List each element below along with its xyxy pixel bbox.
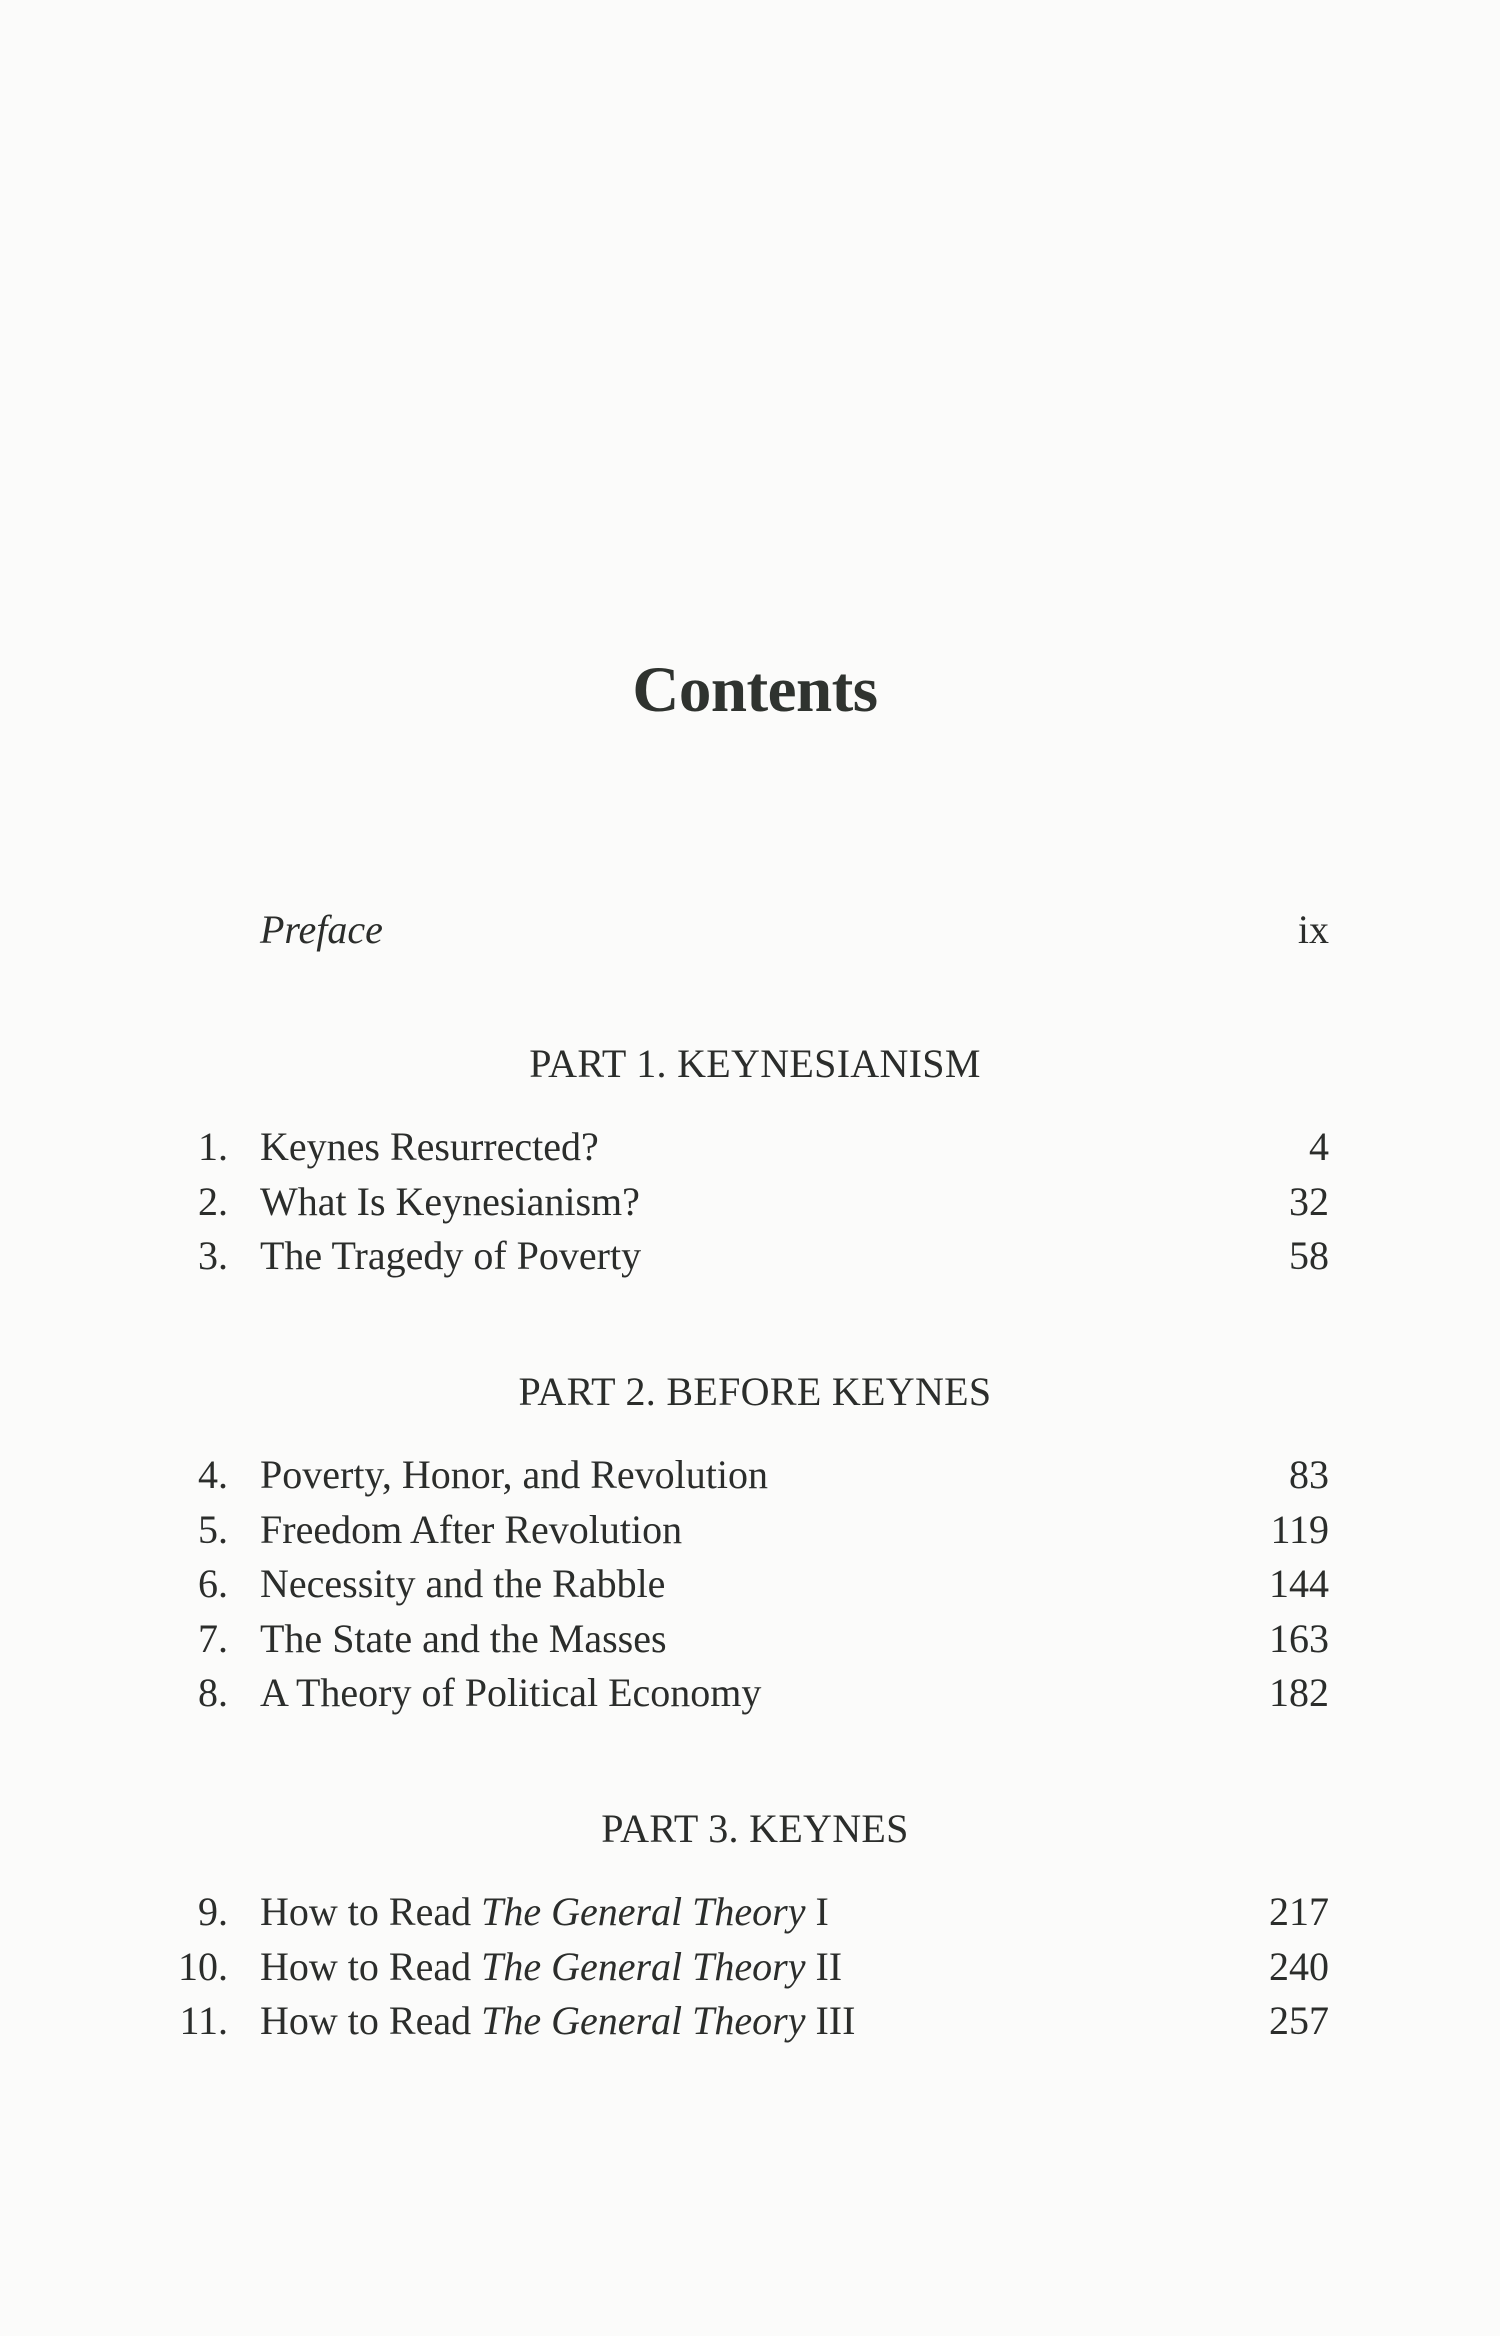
chapter-title: The State and the Masses bbox=[260, 1616, 667, 1661]
part-heading: PART 3. KEYNES bbox=[601, 1806, 909, 1851]
chapter-number: 1. bbox=[198, 1124, 228, 1169]
chapter-page: 240 bbox=[1269, 1944, 1329, 1989]
chapter-title-italic: The General Theory bbox=[481, 1889, 806, 1934]
chapter-title bbox=[260, 1939, 842, 1995]
chapter-page: 32 bbox=[1289, 1179, 1329, 1224]
chapter-page: 4 bbox=[1309, 1124, 1329, 1169]
chapter-page: 182 bbox=[1269, 1670, 1329, 1715]
toc-entry bbox=[0, 1502, 1500, 1558]
chapter-number: 9. bbox=[198, 1889, 228, 1934]
chapter-title: What Is Keynesianism? bbox=[260, 1179, 640, 1224]
chapter-title-prefix: How to Read bbox=[260, 1889, 482, 1934]
toc-entry bbox=[0, 1884, 1500, 1940]
chapter-title-suffix: III bbox=[805, 1998, 856, 2043]
chapter-page: 83 bbox=[1289, 1452, 1329, 1497]
chapter-page: 217 bbox=[1269, 1889, 1329, 1934]
chapter-number: 2. bbox=[198, 1179, 228, 1224]
chapter-number: 3. bbox=[198, 1233, 228, 1278]
toc-entry bbox=[0, 1939, 1500, 1995]
part-heading: PART 1. KEYNESIANISM bbox=[529, 1041, 981, 1086]
toc-entry bbox=[0, 1556, 1500, 1612]
toc-entry bbox=[0, 1119, 1500, 1175]
chapter-title: Freedom After Revolution bbox=[260, 1507, 683, 1552]
chapter-number: 4. bbox=[198, 1452, 228, 1497]
chapter-title-prefix: How to Read bbox=[260, 1944, 482, 1989]
chapter-title: Necessity and the Rabble bbox=[260, 1561, 666, 1606]
preface-page: ix bbox=[1297, 907, 1329, 952]
chapter-page: 144 bbox=[1269, 1561, 1329, 1606]
chapter-number: 11. bbox=[179, 1998, 228, 2043]
chapter-page: 257 bbox=[1269, 1998, 1329, 2043]
toc-entry bbox=[0, 1447, 1500, 1503]
chapter-title: Keynes Resurrected? bbox=[260, 1124, 599, 1169]
toc-entry bbox=[0, 1611, 1500, 1667]
chapter-page: 163 bbox=[1269, 1616, 1329, 1661]
chapter-page: 58 bbox=[1289, 1233, 1329, 1278]
chapter-number: 5. bbox=[198, 1507, 228, 1552]
chapter-title-italic: The General Theory bbox=[481, 1998, 806, 2043]
toc-entry bbox=[0, 1993, 1500, 2049]
part-heading: PART 2. BEFORE KEYNES bbox=[518, 1369, 992, 1414]
chapter-title-suffix: I bbox=[805, 1889, 829, 1934]
chapter-number: 6. bbox=[198, 1561, 228, 1606]
toc-entry bbox=[0, 1228, 1500, 1284]
chapter-title: A Theory of Political Economy bbox=[260, 1670, 762, 1715]
toc-entry bbox=[0, 1665, 1500, 1721]
chapter-number: 10. bbox=[178, 1944, 228, 1989]
preface-title: Preface bbox=[260, 907, 383, 952]
chapter-page: 119 bbox=[1270, 1507, 1329, 1552]
toc-entry bbox=[0, 1174, 1500, 1230]
page-title: Contents bbox=[632, 653, 878, 726]
chapter-title: Poverty, Honor, and Revolution bbox=[260, 1452, 768, 1497]
chapter-number: 8. bbox=[198, 1670, 228, 1715]
chapter-title-prefix: How to Read bbox=[260, 1998, 482, 2043]
chapter-title-italic: The General Theory bbox=[481, 1944, 806, 1989]
chapter-title-suffix: II bbox=[805, 1944, 843, 1989]
chapter-title: The Tragedy of Poverty bbox=[260, 1233, 642, 1278]
chapter-title bbox=[260, 1884, 829, 1940]
chapter-number: 7. bbox=[198, 1616, 228, 1661]
chapter-title bbox=[260, 1993, 855, 2049]
toc-entry-preface bbox=[0, 902, 1500, 958]
